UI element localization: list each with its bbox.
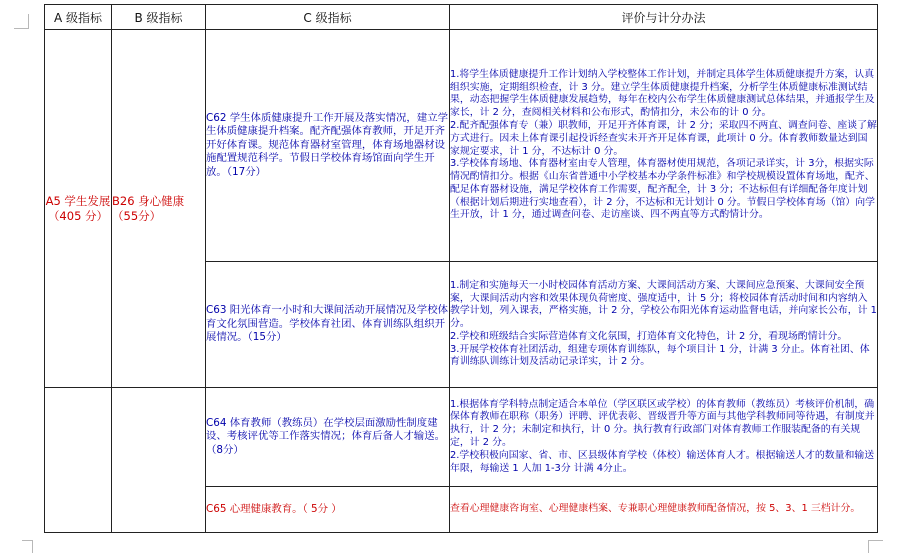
scoring-item: 1.制定和实施每天一小时校园体育活动方案、大课间活动方案、大课间应急预案、大课间安全预案，大课间活动内容和效果体现负荷密度、强度适中，计 5 分；将校园体育活动时间和内容纳入教学计划，列入课表，严格实施，计 2 分，学校公布阳光体育运动监督电话，并向家长公布，计 1 分。 — [450, 279, 877, 330]
header-a-level: A 级指标 — [45, 5, 112, 30]
page-corner-mark — [22, 540, 33, 553]
a-indicator-cell-empty — [45, 388, 112, 533]
scoring-item: 2.配齐配强体育专（兼）职教师，开足开齐体育课，计 2 分；采取四不两直、调查问卷、座谈了解方式进行。因未上体育课引起投诉经查实未开齐开足体育课，此项计 0 分。体育教师数量达到国家规定要求，计 1 分，不达标计 0 分。 — [450, 119, 877, 157]
scoring-cell — [450, 262, 878, 388]
b-indicator-cell-empty — [112, 388, 206, 533]
scoring-item: 3.开展学校体育社团活动，组建专项体育训练队，每个项目计 1 分，计满 3 分止。体育社团、体育训练队训练计划及活动记录详实，计 2 分。 — [450, 343, 870, 368]
page-corner-mark — [14, 14, 29, 29]
scoring-item: 3.学校体育场地、体育器材室由专人管理，体育器材使用规范，各项记录详实，计 3分，根据实际情况酌情扣分。根据《山东省普通中小学校基本办学条件标准》和学校规模设置体育场地，配齐、配足体育器材设施，满足学校体育工作需要，配齐配全，计 3 分；不达标但有详细配备年度计划（根据计划后期进行实地查看），计 2 分，不达标和无计划计 0 分。节假日学校体育场（馆）向学生开放，计 1 分，通过调查问卷、走访座谈、四不两直等方式酌情计分。 — [450, 158, 876, 221]
header-b-level: B 级指标 — [112, 5, 206, 30]
scoring-cell — [450, 487, 878, 533]
a-indicator-cell: A5 学生发展（405 分） — [45, 30, 112, 388]
evaluation-table — [44, 4, 878, 533]
header-scoring: 评价与计分办法 — [450, 5, 878, 30]
table-row — [45, 30, 878, 262]
scoring-item: 查看心理健康咨询室、心理健康档案、专兼职心理健康教师配备情况，按 5、3、1 三档计分。 — [450, 503, 861, 515]
table-header-row — [45, 5, 878, 30]
scoring-item: 1.将学生体质健康提升工作计划纳入学校整体工作计划，并制定具体学生体质健康提升方案，认真组织实施，定期组织检查，计 3 分。建立学生体质健康提升档案，分析学生体质健康标准测试结果，动态把握学生体质健康发展趋势，每年在校内公布学生体质健康测试总体结果，并通报学生及家长，计 2 分，查阅相关材料和公布形式，酌情扣分，未公布的计 0 分。 — [450, 68, 875, 119]
scoring-cell — [450, 388, 878, 487]
scoring-cell — [450, 30, 878, 262]
c-indicator-cell: C65 心理健康教育。（ 5分 ） — [206, 487, 450, 533]
c-indicator-cell: C62 学生体质健康提升工作开展及落实情况，建立学生体质健康提升档案。配齐配强体育教师，开足开齐开好体育课。规范体育器材室管理，体育场地器材设施配置规范科学。节假日学校体育场馆面向学生开放。（17分） — [206, 30, 450, 262]
c-indicator-cell: C64 体育教师（教练员）在学校层面激励性制度建设、考核评优等工作落实情况；体育后备人才输送。（8分） — [206, 388, 450, 487]
b-indicator-cell: B26 身心健康（55分） — [112, 30, 206, 388]
scoring-item: 2.学校和班级结合实际营造体育文化氛围，打造体育文化特色，计 2 分，看现场酌情计分。 — [450, 330, 848, 342]
c-indicator-cell: C63 阳光体育一小时和大课间活动开展情况及学校体育文化氛围营造。学校体育社团、体育训练队组织开展情况。（15分） — [206, 262, 450, 388]
table-row — [45, 388, 878, 487]
scoring-item: 1.根据体育学科特点制定适合本单位（学区联区或学校）的体育教师（教练员）考核评价机制，确保体育教师在职称（职务）评聘、评优表彰、晋级晋升等方面与其他学科教师同等待遇，有制度并执行，计 2 分；未制定和执行，计 0 分。执行教育行政部门对体育教师工作服装配备的有关规定，计 2 分。 — [450, 398, 875, 448]
header-c-level: C 级指标 — [206, 5, 450, 30]
scoring-item: 2.学校积极向国家、省、市、区县级体育学校（体校）输送体育人才。根据输送人才的数量和输送年限，每输送 1 人加 1-3分 计满 4分止。 — [450, 449, 875, 474]
page-corner-mark — [868, 540, 883, 553]
